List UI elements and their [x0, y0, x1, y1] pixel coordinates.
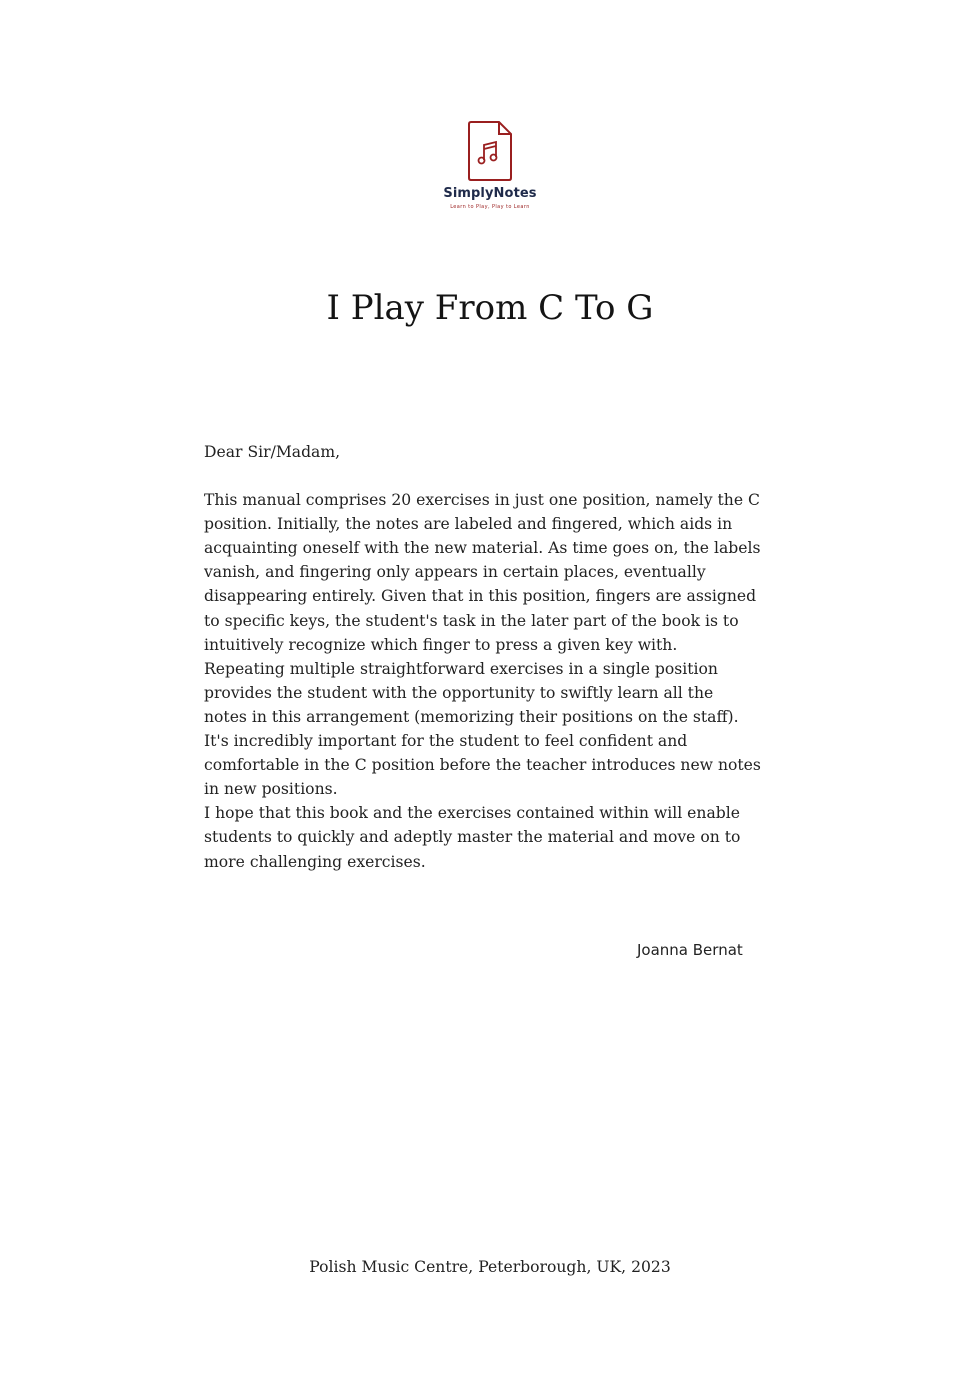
footer-imprint: Polish Music Centre, Peterborough, UK, 2023 — [309, 1258, 671, 1276]
page-title: I Play From C To G — [326, 288, 654, 328]
letter-salutation: Dear Sir/Madam, — [204, 443, 341, 461]
letter-body: This manual comprises 20 exercises in just one position, namely the C position. Initially, the notes are labeled and fingered, which aids in acquainting oneself with the new material. As time goes on, the labels vanish, and fingering only appears in certain places, eventually disappearing entirely. Given that in this position, fingers are assigned to specific keys, the student's task in the later part of the book is to intuitively recognize which finger to press a given key with. Repeating multiple straightforward exercises in a single position provides the student with the opportunity to swiftly learn all the notes in this arrangement (memorizing their positions on the staff). It's incredibly important for the student to feel confident and comfortable in the C position before the teacher introduces new notes in new positions. I hope that this book and the exercises contained within will enable students to quickly and adeptly master the material and move on to more challenging exercises. — [204, 491, 761, 871]
letter — [204, 440, 794, 874]
logo — [0, 120, 980, 210]
music-file-icon — [467, 120, 513, 182]
logo-name: SimplyNotes — [443, 186, 537, 201]
logo-tagline: Learn to Play, Play to Learn — [450, 204, 530, 210]
signature: Joanna Bernat — [637, 941, 743, 959]
